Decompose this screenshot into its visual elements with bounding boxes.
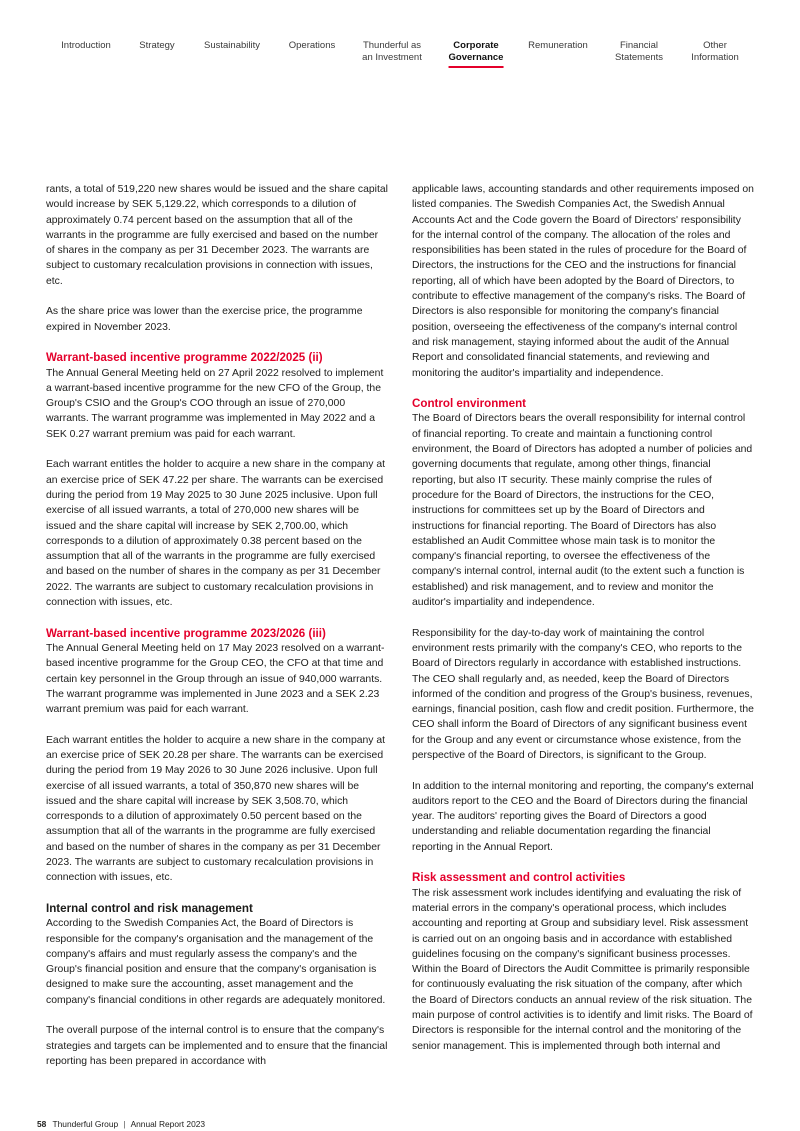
- nav-label: Strategy: [139, 40, 175, 51]
- section-heading: Warrant-based incentive programme 2022/2025 (ii): [46, 351, 323, 365]
- paragraph: The Board of Directors bears the overall responsibility for internal control of financial reporting. To create and maintain a functioning control environment, the Board of Directors has adopted a number of policies and governing documents that regulate, among other things, financial reporting, but also IT security. These mainly comprise the rules of procedure for the Board of Directors, the instructions for the CEO, instructions for committees set up by the Board of Directors and instructions for financial reporting. The Board of Directors has also established an Audit Committee whose main task is to monitor the company's financial reporting, to oversee the effectiveness of the company's internal control, internal audit (to the extent such a function is established) and risk management, and to review and monitor the auditor's impartiality and independence.: [412, 413, 753, 609]
- paragraph: rants, a total of 519,220 new shares would be issued and the share capital would increase by SEK 5,129.22, which corresponds to a dilution of approximately 0.74 percent based on the assumption that all of the warrants in the programme are fully exercised and based on the number of shares in the company as per 31 December 2023. The warrants are subject to customary recalculation provisions in connection with issues, etc.: [46, 184, 388, 287]
- nav-label: Introduction: [61, 40, 111, 51]
- nav-item-remuneration[interactable]: [528, 40, 588, 52]
- page-footer: [37, 1119, 205, 1129]
- nav-label: Other: [703, 40, 727, 51]
- nav-label: Operations: [288, 40, 336, 51]
- footer-separator: |: [123, 1119, 126, 1129]
- page-number: 58: [37, 1119, 47, 1129]
- nav-item-sustainability[interactable]: [204, 40, 260, 52]
- nav-item-corporate-governance[interactable]: [449, 40, 504, 68]
- nav-label: Sustainability: [204, 40, 260, 51]
- section-heading: Risk assessment and control activities: [412, 871, 626, 885]
- paragraph: The Annual General Meeting held on 17 May 2023 resolved on a warrant-based incentive programme for the Group CEO, the CFO at that time and certain key personnel in the Group through an issue of 940,000 warrants. The warrant programme was implemented in June 2023 and a SEK 2.23 warrant premium was paid for each warrant.: [46, 642, 385, 716]
- paragraph: The overall purpose of the internal control is to ensure that the company's strategies and targets can be implemented and to ensure that the financial reporting has been prepared in accordance with: [46, 1025, 388, 1067]
- nav-label: Corporate: [453, 40, 499, 51]
- paragraph: applicable laws, accounting standards and other requirements imposed on listed companies. The Swedish Companies Act, the Swedish Annual Accounts Act and the Code govern the Board of Directors' responsibility for the internal control of the company. The allocation of the roles and responsibilities has been stated in the rules of procedure for the Board of Directors, the instructions for the CEO and the instructions for financial reporting, all of which have been adopted by the Board of Directors, to contribute to effective management of the company's risks. The Board of Directors is also responsible for monitoring the company's financial position, overseeing the effectiveness of the company's internal control and risk management, staying informed about the audit of the Annual Report and consolidated financial statements, and reviewing and monitoring the auditor's impartiality and independence.: [412, 184, 754, 379]
- paragraph: As the share price was lower than the exercise price, the programme expired in November 2023.: [46, 306, 363, 333]
- paragraph: The Annual General Meeting held on 27 April 2022 resolved to implement a warrant-based incentive programme for the new CFO of the Group, the Group's CSIO and the Group's COO through an issue of 270,000 warrants. The warrant programme was implemented in May 2022 and a SEK 0.27 warrant premium was paid for each warrant.: [46, 367, 384, 440]
- paragraph: Each warrant entitles the holder to acquire a new share in the company at an exercise price of SEK 20.28 per share. The warrants can be exercised during the period from 19 May 2026 to 30 June 2026 inclusive. Upon full exercise of all issued warrants, a total of 350,870 new shares will be issued and the share capital will increase by SEK 3,508.70, which corresponds to a dilution of approximately 0.50 percent based on the assumption that all of the warrants in the programme are fully exercised and based on the number of shares in the company as per 31 December 2023. The warrants are subject to customary recalculation provisions in connection with issues, etc.: [46, 734, 386, 884]
- nav-item-financial-statements[interactable]: [615, 40, 663, 64]
- left-column: [46, 182, 388, 1069]
- nav-label-line2: an Investment: [362, 52, 422, 63]
- nav-item-strategy[interactable]: [139, 40, 174, 52]
- nav-label: Financial: [619, 40, 659, 51]
- nav-label-line2: Information: [691, 52, 739, 63]
- company-name: Thunderful Group: [52, 1119, 119, 1129]
- nav-item-operations[interactable]: [289, 40, 335, 52]
- paragraph: Each warrant entitles the holder to acquire a new share in the company at an exercise price of SEK 47.22 per share. The warrants can be exercised during the period from 19 May 2025 to 30 June 2025 inclusive. Upon full exercise of all issued warrants, a total of 270,000 new shares will be issued and the share capital will increase by SEK 2,700.00, which corresponds to a dilution of approximately 0.38 percent based on the assumption that all of the warrants in the programme are fully exercised and based on the number of shares in the company as per 31 December 2022. The warrants are subject to customary recalculation provisions in connection with issues, etc.: [46, 459, 386, 609]
- nav-item-introduction[interactable]: [61, 40, 111, 52]
- paragraph: According to the Swedish Companies Act, the Board of Directors is responsible for the company's organisation and the management of the company's affairs and must regularly assess the company's and the Group's financial position and ensure that the company's organisation is designed to make sure the accounting, asset management and the company's financial conditions in other regards are adequately monitored.: [46, 918, 386, 1006]
- right-column: [412, 182, 754, 1054]
- paragraph: The risk assessment work includes identifying and evaluating the risk of material errors in the company's operational process, which includes accounting and reporting at Group and subsidiary level. Risk assessment is carried out on an ongoing basis and in accordance with established guidelines focusing on the company's significant business processes. Within the Board of Directors the Audit Committee is primarily responsible for continuously evaluating the risk situation of the company, after which the Board of Directors conducts an annual review of the risk situation. The main purpose of control activities is to identify and limit risks. The Board of Directors is responsible for the internal control and the monitoring of the senior management. This is implemented through both internal and: [412, 887, 753, 1052]
- nav-label: Thunderful as: [362, 40, 422, 51]
- active-nav-underline: [449, 66, 504, 68]
- top-navigation: [44, 40, 760, 70]
- section-heading: Internal control and risk management: [46, 901, 253, 915]
- nav-item-other-information[interactable]: [691, 40, 739, 64]
- nav-label-line2: Governance: [448, 52, 504, 63]
- nav-item-thunderful-investment[interactable]: [362, 40, 422, 64]
- paragraph: In addition to the internal monitoring and reporting, the company's external auditors report to the CEO and the Board of Directors during the financial year. The auditors' reporting gives the Board of Directors a good understanding and reliable documentation regarding the financial reporting in the Annual Report.: [412, 780, 754, 853]
- nav-label: Remuneration: [528, 40, 588, 51]
- section-heading: Warrant-based incentive programme 2023/2026 (iii): [46, 626, 326, 640]
- section-heading: Control environment: [412, 397, 527, 411]
- report-title: Annual Report 2023: [130, 1119, 206, 1129]
- nav-label-line2: Statements: [614, 52, 664, 63]
- paragraph: Responsibility for the day-to-day work of maintaining the control environment rests primarily with the company's CEO, who reports to the Board of Directors regularly in accordance with established instructions. The CEO shall regularly and, as needed, keep the Board of Directors informed of the condition and progress of the Group's business, revenues, earnings, financial position, cash flow and credit position. Furthermore, the CEO shall inform the Board of Directors of any significant business event for the Group and any event or circumstance whose existence, from the perspective of the Board of Directors, is significant to the Group.: [412, 627, 754, 761]
